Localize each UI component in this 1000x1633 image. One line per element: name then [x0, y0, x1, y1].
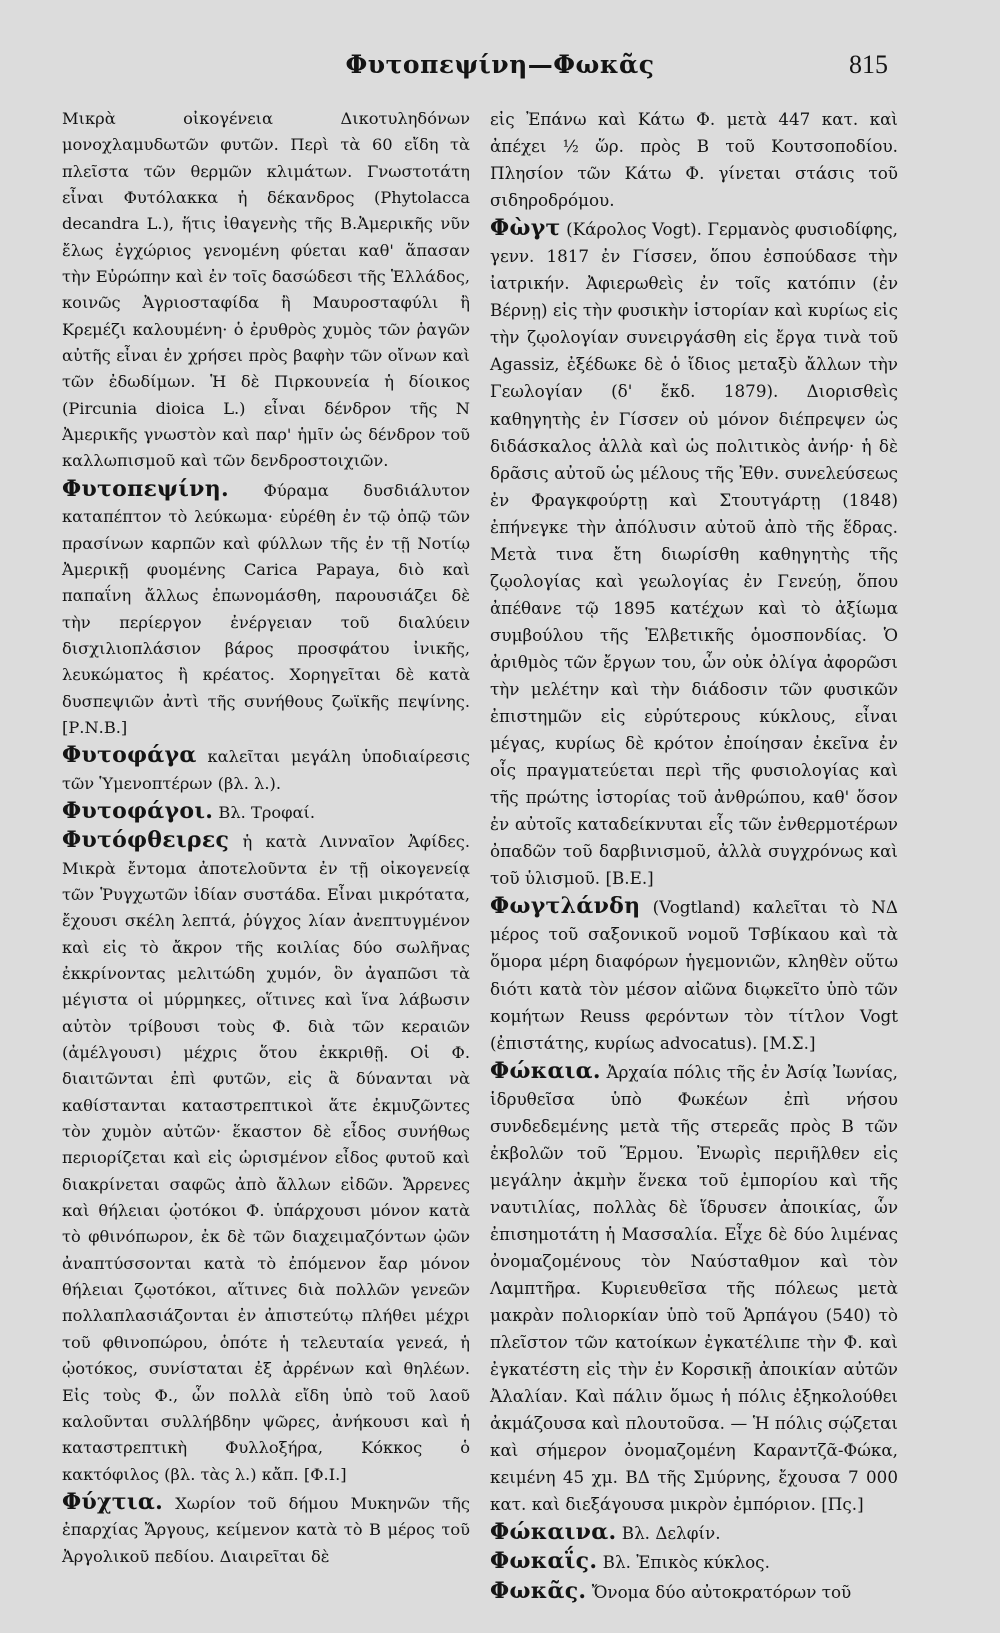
entry-text: (Vogtland) καλεῖται τὸ ΝΔ μέρος τοῦ σαξονικοῦ νομοῦ Τσβίκαου καὶ τὰ ὅμορα μέρη διαφόρων ἡγεμονιῶν, κληθὲν οὕτω διότι κατὰ τὸν μέσον αἰῶνα διῳκεῖτο ὑπὸ τῶν κομήτων Reuss φερόντων τὸν τίτλον Vogt (ἐπιστάτης, κυρίως advocatus). [Μ.Σ.] [490, 897, 898, 1053]
entry-headword: Φώκαινα. [490, 1519, 617, 1546]
entry-phychtia [62, 1489, 470, 1570]
entry-headword: Φυτοφάγα [62, 742, 197, 769]
entry-text: (Κάρολος Vogt). Γερμανὸς φυσιοδίφης, γενν. 1817 ἐν Γίσσεν, ὅπου ἐσπούδασε τὴν ἰατρικήν. Ἀφιερωθεὶς ἐν τοῖς κατόπιν (ἐν Βέρνῃ) εἰς τὴν φυσικὴν ἱστορίαν καὶ κυρίως εἰς τὴν ζῳολογίαν συνειργάσθη εἰς ἔργα τινὰ τοῦ Agassiz, ἐξέδωκε δὲ ὁ ἴδιος μεταξὺ ἄλλων τὴν Γεωλογίαν (δ' ἔκδ. 1879). Διορισθεὶς καθηγητὴς ἐν Γίσσεν οὐ μόνον διέπρεψεν ὡς διδάσκαλος ἀλλὰ καὶ ὡς πολιτικὸς ἀνήρ· ἡ δὲ δρᾶσις αὐτοῦ ὡς μέλους τῆς Ἐθν. συνελεύσεως ἐν Φραγκφούρτῃ καὶ Στουτγάρτῃ (1848) ἐπήνεγκε τὴν ἀπόλυσιν αὐτοῦ ἀπὸ τῆς ἕδρας. Μετὰ τινα ἔτη διωρίσθη καθηγητὴς τῆς ζῳολογίας καὶ γεωλογίας ἐν Γενεύῃ, ὅπου ἀπέθανε τῷ 1895 κατέχων καὶ τὸ ἀξίωμα συμβούλου τῆς Ἑλβετικῆς ὁμοσπονδίας. Ὁ ἀριθμὸς τῶν ἔργων του, ὧν οὐκ ὀλίγα ἀφορῶσι τὴν μελέτην καὶ τὴν διάδοσιν τῶν φυσικῶν ἐπιστημῶν εἰς εὐρύτερους κύκλους, εἶναι μέγας, κυρίως δὲ κρότον ἐποίησαν ἐκεῖνα ἐν οἷς πραγματεύεται περὶ τῆς φυσιολογίας καὶ τῆς πρώτης ἱστορίας τοῦ ἀνθρώπου, καθ' ὅσον ἐν αὐτοῖς καταδείκνυται εἷς τῶν ἐνθερμοτέρων ὀπαδῶν τοῦ δαρβινισμοῦ, ἀλλὰ συγχρόνως καὶ τοῦ ὑλισμοῦ. [Β.Ε.] [490, 219, 898, 889]
entry-phytophaga [62, 742, 470, 797]
entry-text: Ὄνομα δύο αὐτοκρατόρων τοῦ [586, 1581, 852, 1602]
entry-vogt [490, 215, 898, 892]
entry-text: ἡ κατὰ Λινναῖον Ἀφίδες. Μικρὰ ἔντομα ἀποτελοῦντα ἐν τῇ οἰκογενείᾳ τῶν Ῥυγχωτῶν ἰδίαν συστάδα. Εἶναι μικρότατα, ἔχουσι σκέλη λεπτά, ῥύγχος λίαν ἀνεπτυγμένον καὶ εἰς τὸ ἄκρον τῆς κοιλίας δύο σωλῆνας ἐκκρίνοντας μελιτώδη χυμόν, ὃν ἀγαπῶσι τὰ μέγιστα οἱ μύρμηκες, οἵτινες καὶ ἵνα λάβωσιν αὐτὸν τρίβουσι τοὺς Φ. διὰ τῶν κεραιῶν (ἀμέλγουσι) μέχρις ὅτου ἐκκριθῇ. Οἱ Φ. διαιτῶνται ἐπὶ φυτῶν, εἰς ἃ δύνανται νὰ καθίστανται καταστρεπτικοὶ ἅτε ἐκμυζῶντες τὸν χυμὸν αὐτῶν· ἕκαστον δὲ εἶδος συνήθως περιορίζεται καὶ εἰς ὡρισμένον εἶδος φυτοῦ καὶ διακρίνεται σαφῶς ἀπὸ ἄλλων εἰδῶν. Ἄρρενες καὶ θήλειαι ᾠοτόκοι Φ. ὑπάρχουσι μόνον κατὰ τὸ φθινόπωρον, ἐκ δὲ τῶν διαχειμαζόντων ᾠῶν ἀναπτύσσονται κατὰ τὸ ἐπόμενον ἔαρ μόνον θήλειαι ζῳοτόκοι, αἵτινες διὰ πολλῶν γενεῶν πολλαπλασιάζονται ἐν ἀπιστεύτῳ πλήθει μέχρι τοῦ φθινοπώρου, ὁπότε ἡ τελευταία γενεά, ἡ ᾠοτόκος, συνίσταται ἐξ ἀρρένων καὶ θηλέων. Εἰς τοὺς Φ., ὧν πολλὰ εἴδη ὑπὸ τοῦ λαοῦ καλοῦνται συλλήβδην ψῶρες, ἀνήκουσι καὶ ἡ καταστρεπτικὴ Φυλλοξήρα, Κόκκος ὁ κακτόφιλος (βλ. τὰς λ.) κἄπ. [Φ.Ι.] [62, 832, 470, 1484]
entry-text: Μικρὰ οἰκογένεια Δικοτυληδόνων μονοχλαμυδωτῶν φυτῶν. Περὶ τὰ 60 εἴδη τὰ πλεῖστα τῶν θερμῶν κλιμάτων. Γνωστοτάτη εἶναι Φυτόλακκα ἡ δέκανδρος (Phytolacca decandra L.), ἥτις ἰθαγενὴς τῆς Β.Ἀμερικῆς νῦν ἔλως ἐγχώριος γενομένη φύεται καθ' ἅπασαν τὴν Εὐρώπην καὶ ἐν τοῖς δασώδεσι τῆς Ἑλλάδος, κοινῶς Ἀγριοσταφίδα ἢ Μαυροσταφύλι ἢ Κρεμέζι καλουμένη· ὁ ἐρυθρὸς χυμὸς τῶν ῥαγῶν αὐτῆς εἶναι ἐν χρήσει πρὸς βαφὴν τῶν οἴνων καὶ τῶν ἐδωδίμων. Ἡ δὲ Πιρκουνεία ἡ δίοικος (Pircunia dioica L.) εἶναι δένδρον τῆς Ν Ἀμερικῆς γνωστὸν καὶ παρ' ἡμῖν ὡς δένδρον τοῦ καλλωπισμοῦ καὶ τῶν δενδροστοιχιῶν. [62, 109, 470, 471]
entry-phytopepsini [62, 476, 470, 741]
entry-headword: Φύχτια. [62, 1488, 164, 1515]
entry-text: καλεῖται μεγάλη ὑποδιαίρεσις τῶν Ὑμενοπτέρων (βλ. λ.). [62, 747, 470, 793]
entry-headword: Φὼγτ [490, 215, 561, 242]
entry-text: Βλ. Τροφαί. [213, 802, 316, 822]
entry-headword: Φυτοπεψίνη. [62, 475, 229, 502]
entry-continuation [62, 106, 470, 475]
entry-text: Βλ. Δελφίν. [616, 1523, 721, 1544]
right-column [490, 106, 898, 1606]
entry-headword: Φωκαΐς. [490, 1548, 598, 1575]
entry-phokaia [490, 1058, 898, 1519]
entry-phytophtheires [62, 827, 470, 1488]
entry-headword: Φωγτλάνδη [490, 893, 641, 920]
entry-text: Χωρίον τοῦ δήμου Μυκηνῶν τῆς ἐπαρχίας Ἄργους, κείμενον κατὰ τὸ Β μέρος τοῦ Ἀργολικοῦ πεδίου. Διαιρεῖται δὲ [62, 1493, 470, 1566]
entry-text: Βλ. Ἐπικὸς κύκλος. [597, 1552, 770, 1573]
entry-text: Φύραμα δυσδιάλυτον καταπέπτον τὸ λεύκωμα· εὑρέθη ἐν τῷ ὀπῷ τῶν πρασίνων καρπῶν καὶ φύλλων τῆς ἐν τῇ Νοτίῳ Ἀμερικῇ φυομένης Carica Papaya, διὸ καὶ παπαΐνη ἄλλως ἐπωνομάσθη, παρουσιάζει δὲ τὴν περίεργον ἐνέργειαν τοῦ διαλύειν δισχιλιοπλάσιον βάρος προσφάτου ἰνικῆς, λευκώματος ἢ κρέατος. Χορηγεῖται δὲ κατὰ δυσπεψιῶν ἀντὶ τῆς συνήθους ζωϊκῆς πεψίνης. [Ρ.Ν.Β.] [62, 480, 470, 737]
entry-headword: Φυτοφάγοι. [62, 797, 214, 824]
entry-text: Ἀρχαία πόλις τῆς ἐν Ἀσίᾳ Ἰωνίας, ἱδρυθεῖσα ὑπὸ Φωκέων ἐπὶ νήσου συνδεδεμένης μετὰ τῆς στερεᾶς πρὸς Β τῶν ἐκβολῶν τοῦ Ἕρμου. Ἐνωρὶς περιῆλθεν εἰς μεγάλην ἀκμὴν ἕνεκα τοῦ ἐμπορίου καὶ τῆς ναυτιλίας, πολλὰς δὲ ἵδρυσεν ἀποικίας, ὧν ἐπισημοτάτη ἡ Μασσαλία. Εἶχε δὲ δύο λιμένας ὀνομαζομένους τὸν Ναύσταθμον καὶ τὸν Λαμπτῆρα. Κυριευθεῖσα τῆς πόλεως μετὰ μακρὰν πολιορκίαν ὑπὸ τοῦ Ἁρπάγου (540) τὸ πλεῖστον τῶν κατοίκων ἐγκατέλιπε τὴν Φ. καὶ ἐγκατέστη εἰς τὴν ἐν Κορσικῇ ἀποικίαν αὐτῶν Ἀλαλίαν. Καὶ πάλιν ὅμως ἡ πόλις ἐξηκολούθει ἀκμάζουσα καὶ πλουτοῦσα. — Ἡ πόλις σῴζεται καὶ σήμερον ὀνομαζομένη Καραντζᾶ-Φώκα, κειμένη 45 χμ. ΒΔ τῆς Σμύρνης, ἔχουσα 7 000 κατ. καὶ διεξάγουσα μικρὸν ἐμπόριον. [Πς.] [490, 1061, 898, 1515]
entry-headword: Φυτόφθειρες [62, 827, 230, 854]
entry-vogtland [490, 893, 898, 1056]
left-column [62, 106, 470, 1570]
running-head: Φυτοπεψίνη—Φωκᾶς [345, 50, 655, 79]
entry-continuation [490, 106, 898, 214]
entry-text: εἰς Ἐπάνω καὶ Κάτω Φ. μετὰ 447 κατ. καὶ ἀπέχει ½ ὥρ. πρὸς Β τοῦ Κουτσοποδίου. Πλησίον τῶν Κάτω Φ. γίνεται στάσις τοῦ σιδηροδρόμου. [490, 109, 898, 211]
page-header [0, 50, 1000, 94]
entry-headword: Φωκᾶς. [490, 1577, 587, 1604]
entry-headword: Φώκαια. [490, 1057, 601, 1084]
entry-phokais [490, 1548, 898, 1576]
entry-phokas [490, 1578, 898, 1606]
entry-phytophagoi [62, 798, 470, 826]
page-number: 815 [849, 50, 888, 79]
entry-phokaina [490, 1519, 898, 1547]
